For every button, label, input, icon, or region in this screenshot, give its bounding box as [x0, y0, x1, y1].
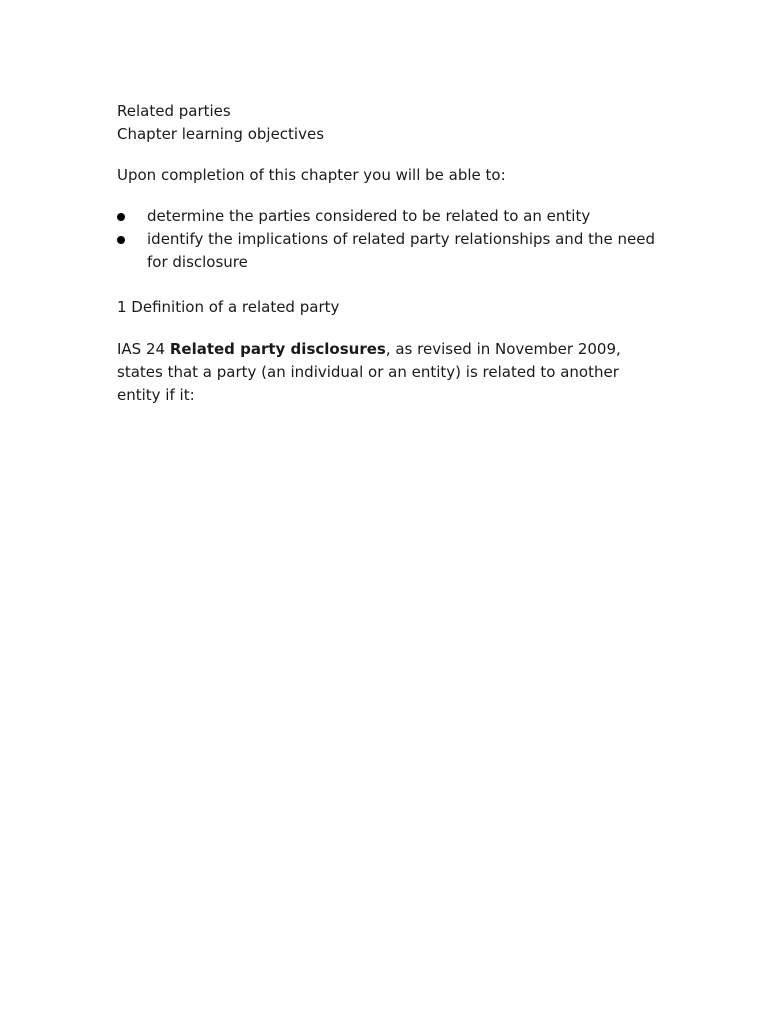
- paragraph-lead: IAS 24: [117, 340, 170, 358]
- objectives-list: [117, 205, 657, 274]
- list-item: [117, 228, 657, 274]
- bullet-icon: [117, 213, 125, 221]
- standard-name: Related party disclosures: [169, 340, 386, 358]
- definition-paragraph: [117, 338, 657, 407]
- list-item: [117, 205, 657, 228]
- intro-text: Upon completion of this chapter you will be able to:: [117, 166, 506, 184]
- bullet-icon: [117, 236, 125, 244]
- objective-text: determine the parties considered to be related to an entity: [147, 207, 591, 225]
- objective-text: identify the implications of related party relationships and the need for disclosure: [147, 230, 655, 271]
- document-page: [117, 100, 657, 407]
- paragraph-rest: , as revised in November 2009, states that a party (an individual or an entity) is related to another entity if it:: [117, 340, 621, 404]
- chapter-subtitle: Chapter learning objectives: [117, 125, 325, 143]
- section-heading: 1 Definition of a related party: [117, 298, 340, 316]
- document-title: Related parties: [117, 102, 231, 120]
